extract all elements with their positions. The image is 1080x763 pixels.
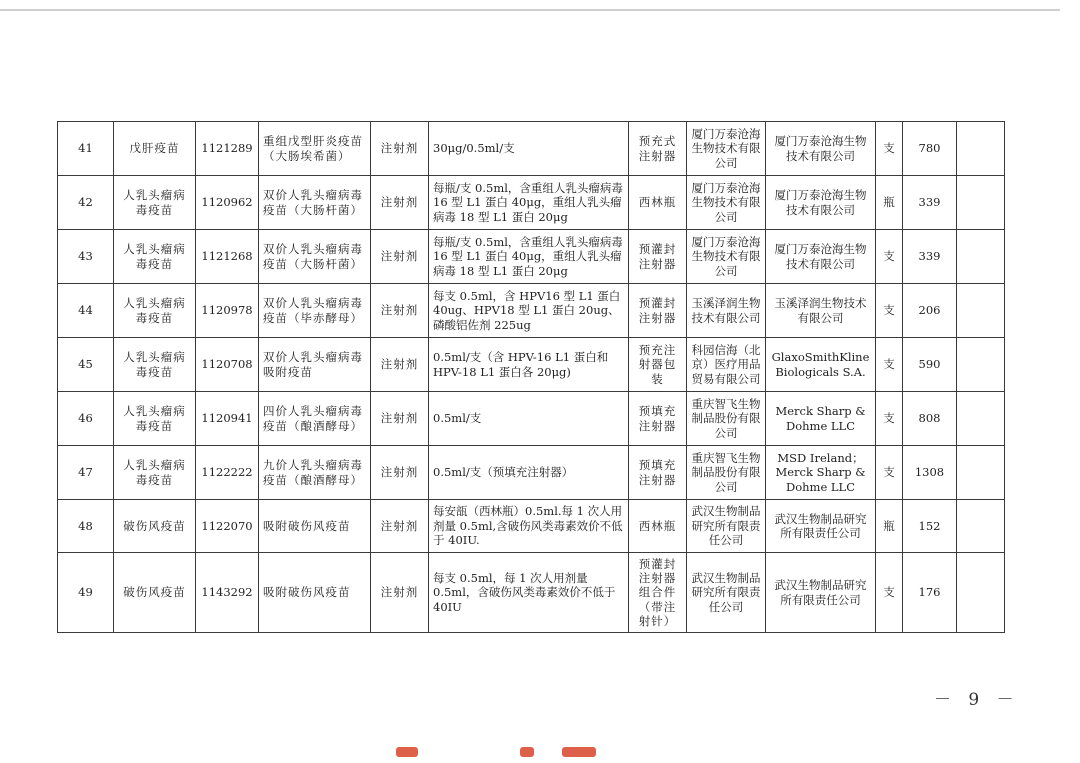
- price-cell: 1308: [903, 446, 957, 500]
- applicant-company-cell: 科园信海（北京）医疗用品贸易有限公司: [687, 338, 766, 392]
- dosage-form-cell: 注射剂: [371, 122, 429, 176]
- manufacturer-cell: 厦门万泰沧海生物技术有限公司: [766, 230, 876, 284]
- table-row: [58, 392, 1005, 446]
- manufacturer-cell: 武汉生物制品研究所有限责任公司: [766, 553, 876, 633]
- dosage-form-cell: 注射剂: [371, 500, 429, 553]
- note-cell: [957, 230, 1005, 284]
- dosage-form-cell: 注射剂: [371, 284, 429, 338]
- table-row: [58, 553, 1005, 633]
- dosage-form-cell: 注射剂: [371, 176, 429, 230]
- price-cell: 176: [903, 553, 957, 633]
- table-row: [58, 500, 1005, 553]
- price-cell: 780: [903, 122, 957, 176]
- generic-name-cell: 九价人乳头瘤病毒疫苗（酿酒酵母）: [259, 446, 371, 500]
- generic-name-cell: 重组戊型肝炎疫苗（大肠埃希菌）: [259, 122, 371, 176]
- generic-name-cell: 双价人乳头瘤病毒疫苗（大肠杆菌）: [259, 230, 371, 284]
- unit-cell: 支: [876, 122, 903, 176]
- product-code-cell: 1122070: [196, 500, 259, 553]
- packaging-cell: 预充注射器包装: [629, 338, 687, 392]
- product-code-cell: 1120708: [196, 338, 259, 392]
- vaccine-price-table: [57, 121, 1005, 633]
- table-row: [58, 446, 1005, 500]
- row-number-cell: 42: [58, 176, 114, 230]
- price-cell: 339: [903, 176, 957, 230]
- specification-cell: 每瓶/支 0.5ml，含重组人乳头瘤病毒 16 型 L1 蛋白 40μg，重组人乳头瘤病毒 18 型 L1 蛋白 20μg: [429, 230, 629, 284]
- table-body: [58, 122, 1005, 633]
- vaccine-name-cell: 破伤风疫苗: [114, 500, 196, 553]
- page-number: － 9 －: [934, 690, 1020, 710]
- price-cell: 590: [903, 338, 957, 392]
- applicant-company-cell: 厦门万泰沧海生物技术有限公司: [687, 176, 766, 230]
- specification-cell: 每支 0.5ml，每 1 次人用剂量 0.5ml，含破伤风类毒素效价不低于 40IU: [429, 553, 629, 633]
- row-number-cell: 49: [58, 553, 114, 633]
- table-row: [58, 230, 1005, 284]
- unit-cell: 支: [876, 446, 903, 500]
- note-cell: [957, 122, 1005, 176]
- product-code-cell: 1120962: [196, 176, 259, 230]
- note-cell: [957, 500, 1005, 553]
- note-cell: [957, 176, 1005, 230]
- specification-cell: 30μg/0.5ml/支: [429, 122, 629, 176]
- applicant-company-cell: 玉溪泽润生物技术有限公司: [687, 284, 766, 338]
- generic-name-cell: 吸附破伤风疫苗: [259, 553, 371, 633]
- row-number-cell: 41: [58, 122, 114, 176]
- vaccine-name-cell: 人乳头瘤病毒疫苗: [114, 446, 196, 500]
- dosage-form-cell: 注射剂: [371, 392, 429, 446]
- row-number-cell: 48: [58, 500, 114, 553]
- specification-cell: 每瓶/支 0.5ml，含重组人乳头瘤病毒 16 型 L1 蛋白 40μg，重组人乳头瘤病毒 18 型 L1 蛋白 20μg: [429, 176, 629, 230]
- manufacturer-cell: 厦门万泰沧海生物技术有限公司: [766, 176, 876, 230]
- unit-cell: 支: [876, 284, 903, 338]
- packaging-cell: 预填充注射器: [629, 392, 687, 446]
- row-number-cell: 47: [58, 446, 114, 500]
- manufacturer-cell: Merck Sharp & Dohme LLC: [766, 392, 876, 446]
- generic-name-cell: 四价人乳头瘤病毒疫苗（酿酒酵母）: [259, 392, 371, 446]
- specification-cell: 0.5ml/支: [429, 392, 629, 446]
- vaccine-name-cell: 人乳头瘤病毒疫苗: [114, 284, 196, 338]
- packaging-cell: 西林瓶: [629, 500, 687, 553]
- stamp-fragment: [520, 747, 534, 757]
- dosage-form-cell: 注射剂: [371, 230, 429, 284]
- note-cell: [957, 284, 1005, 338]
- stamp-fragment: [562, 747, 596, 757]
- price-cell: 808: [903, 392, 957, 446]
- applicant-company-cell: 武汉生物制品研究所有限责任公司: [687, 500, 766, 553]
- applicant-company-cell: 厦门万泰沧海生物技术有限公司: [687, 230, 766, 284]
- dosage-form-cell: 注射剂: [371, 338, 429, 392]
- table-row: [58, 284, 1005, 338]
- table-row: [58, 122, 1005, 176]
- vaccine-name-cell: 戊肝疫苗: [114, 122, 196, 176]
- specification-cell: 0.5ml/支（含 HPV-16 L1 蛋白和 HPV-18 L1 蛋白各 20μg): [429, 338, 629, 392]
- row-number-cell: 44: [58, 284, 114, 338]
- product-code-cell: 1120978: [196, 284, 259, 338]
- vaccine-name-cell: 破伤风疫苗: [114, 553, 196, 633]
- applicant-company-cell: 重庆智飞生物制品股份有限公司: [687, 392, 766, 446]
- product-code-cell: 1121268: [196, 230, 259, 284]
- manufacturer-cell: GlaxoSmithKline Biologicals S.A.: [766, 338, 876, 392]
- packaging-cell: 预灌封注射器组合件（带注射针）: [629, 553, 687, 633]
- note-cell: [957, 553, 1005, 633]
- packaging-cell: 预灌封注射器: [629, 230, 687, 284]
- table-row: [58, 176, 1005, 230]
- specification-cell: 0.5ml/支（预填充注射器）: [429, 446, 629, 500]
- price-cell: 206: [903, 284, 957, 338]
- unit-cell: 瓶: [876, 176, 903, 230]
- unit-cell: 瓶: [876, 500, 903, 553]
- generic-name-cell: 双价人乳头瘤病毒吸附疫苗: [259, 338, 371, 392]
- vaccine-name-cell: 人乳头瘤病毒疫苗: [114, 392, 196, 446]
- manufacturer-cell: MSD Ireland；Merck Sharp & Dohme LLC: [766, 446, 876, 500]
- stamp-fragment: [396, 747, 418, 757]
- packaging-cell: 西林瓶: [629, 176, 687, 230]
- vaccine-name-cell: 人乳头瘤病毒疫苗: [114, 230, 196, 284]
- generic-name-cell: 吸附破伤风疫苗: [259, 500, 371, 553]
- applicant-company-cell: 武汉生物制品研究所有限责任公司: [687, 553, 766, 633]
- manufacturer-cell: 武汉生物制品研究所有限责任公司: [766, 500, 876, 553]
- applicant-company-cell: 重庆智飞生物制品股份有限公司: [687, 446, 766, 500]
- product-code-cell: 1121289: [196, 122, 259, 176]
- row-number-cell: 43: [58, 230, 114, 284]
- price-cell: 152: [903, 500, 957, 553]
- vaccine-name-cell: 人乳头瘤病毒疫苗: [114, 176, 196, 230]
- unit-cell: 支: [876, 392, 903, 446]
- row-number-cell: 45: [58, 338, 114, 392]
- top-divider: [0, 9, 1060, 11]
- specification-cell: 每支 0.5ml，含 HPV16 型 L1 蛋白 40ug、HPV18 型 L1 蛋白 20ug、磷酸铝佐剂 225ug: [429, 284, 629, 338]
- vaccine-name-cell: 人乳头瘤病毒疫苗: [114, 338, 196, 392]
- unit-cell: 支: [876, 230, 903, 284]
- unit-cell: 支: [876, 338, 903, 392]
- unit-cell: 支: [876, 553, 903, 633]
- table-row: [58, 338, 1005, 392]
- row-number-cell: 46: [58, 392, 114, 446]
- packaging-cell: 预填充注射器: [629, 446, 687, 500]
- applicant-company-cell: 厦门万泰沧海生物技术有限公司: [687, 122, 766, 176]
- manufacturer-cell: 厦门万泰沧海生物技术有限公司: [766, 122, 876, 176]
- product-code-cell: 1143292: [196, 553, 259, 633]
- product-code-cell: 1122222: [196, 446, 259, 500]
- specification-cell: 每安瓿（西林瓶）0.5ml.每 1 次人用剂量 0.5ml,含破伤风类毒素效价不低于 40IU.: [429, 500, 629, 553]
- price-cell: 339: [903, 230, 957, 284]
- product-code-cell: 1120941: [196, 392, 259, 446]
- note-cell: [957, 338, 1005, 392]
- packaging-cell: 预灌封注射器: [629, 284, 687, 338]
- note-cell: [957, 446, 1005, 500]
- generic-name-cell: 双价人乳头瘤病毒疫苗（大肠杆菌）: [259, 176, 371, 230]
- dosage-form-cell: 注射剂: [371, 553, 429, 633]
- note-cell: [957, 392, 1005, 446]
- generic-name-cell: 双价人乳头瘤病毒疫苗（毕赤酵母）: [259, 284, 371, 338]
- packaging-cell: 预充式注射器: [629, 122, 687, 176]
- dosage-form-cell: 注射剂: [371, 446, 429, 500]
- manufacturer-cell: 玉溪泽润生物技术有限公司: [766, 284, 876, 338]
